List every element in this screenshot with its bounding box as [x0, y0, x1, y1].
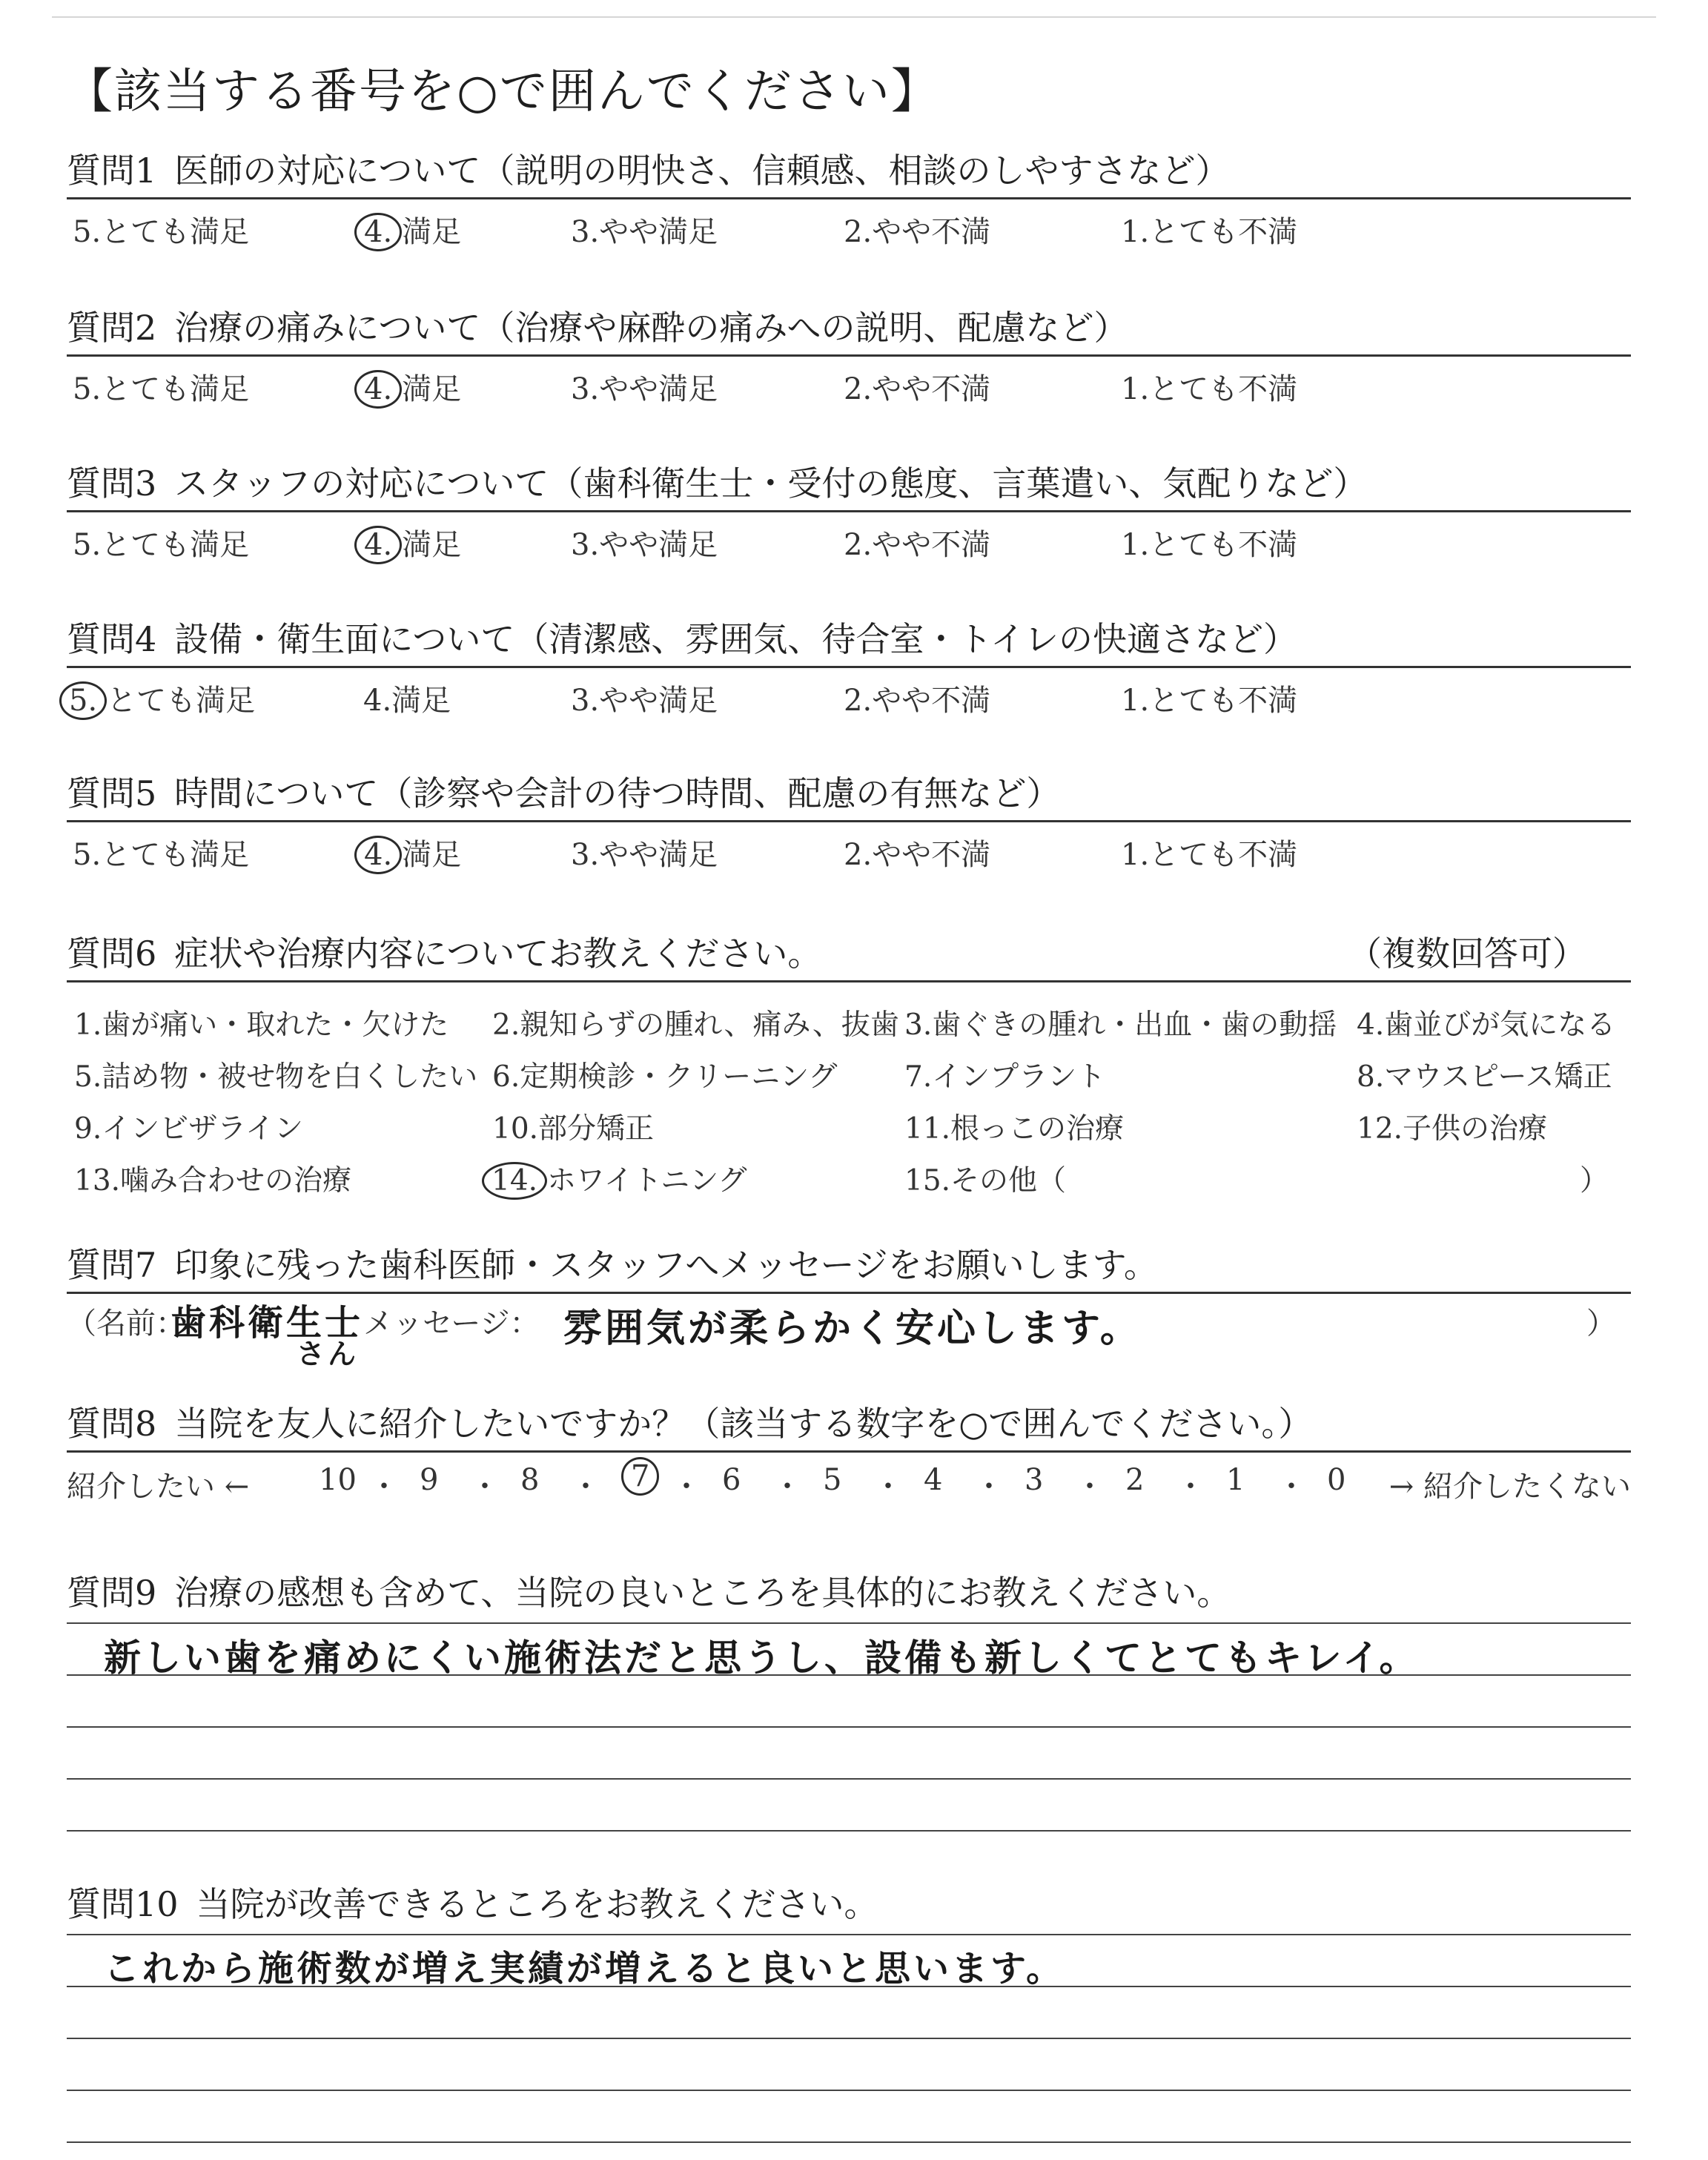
scale-value[interactable]: 3 — [1025, 1463, 1044, 1497]
question-3 — [67, 461, 1631, 566]
selection-circle: 4. — [354, 213, 402, 251]
question-1 — [67, 148, 1631, 253]
option-4-selected[interactable]: 4. 満足 — [363, 366, 461, 409]
scale-right-label: → 紹介したくない — [1388, 1470, 1631, 1504]
scale-value[interactable]: 5 — [823, 1463, 842, 1497]
option-1[interactable]: 1.とても不満 — [1121, 215, 1298, 249]
option-9[interactable]: 9.インビザライン — [74, 1112, 304, 1146]
option-4[interactable]: 4.満足 — [363, 684, 451, 718]
question-4 — [67, 617, 1631, 721]
question-number: 質問5 — [67, 773, 157, 813]
scale-separator: ・ — [772, 1470, 802, 1504]
scale-value[interactable]: 0 — [1327, 1463, 1346, 1497]
option-1[interactable]: 1.とても不満 — [1121, 528, 1298, 562]
question-text: スタッフの対応について（歯科衛生士・受付の態度、言葉遣い、気配りなど） — [174, 463, 1368, 503]
message-value[interactable]: 雰囲気が柔らかく安心します。 — [563, 1307, 1142, 1351]
question-number: 質問6 — [67, 934, 157, 974]
question-number: 質問3 — [67, 463, 157, 503]
option-1[interactable]: 1.とても不満 — [1121, 372, 1298, 406]
message-row — [67, 1294, 1631, 1370]
option-3[interactable]: 3.やや満足 — [571, 684, 718, 718]
option-4-selected[interactable]: 4. 満足 — [363, 521, 461, 564]
recommend-scale — [67, 1453, 1631, 1505]
option-1[interactable]: 1.歯が痛い・取れた・欠けた — [74, 1008, 449, 1042]
option-1[interactable]: 1.とても不満 — [1121, 684, 1298, 718]
option-2[interactable]: 2.やや不満 — [844, 215, 991, 249]
option-3[interactable]: 3.やや満足 — [571, 372, 718, 406]
question-text: 症状や治療内容についてお教えください。 — [174, 934, 822, 974]
scale-separator: ・ — [571, 1470, 600, 1504]
option-2[interactable]: 2.親知らずの腫れ、痛み、抜歯 — [492, 1008, 899, 1042]
option-5[interactable]: 5.とても満足 — [73, 372, 250, 406]
selection-circle: 5. — [59, 681, 107, 720]
answer-line — [67, 2090, 1631, 2091]
answer-line — [67, 1778, 1631, 1780]
question-10 — [67, 1882, 1631, 1931]
multiple-answers-note: （複数回答可） — [1348, 934, 1586, 974]
option-15[interactable]: 15.その他（ — [904, 1164, 1067, 1198]
rating-options — [67, 357, 1631, 410]
scale-separator: ・ — [1176, 1470, 1205, 1504]
option-2[interactable]: 2.やや不満 — [844, 372, 991, 406]
answer-line — [67, 1934, 1631, 1935]
option-5[interactable]: 5.とても満足 — [73, 838, 250, 872]
selection-circle: 4. — [354, 370, 402, 409]
option-4[interactable]: 4.歯並びが気になる — [1357, 1008, 1616, 1042]
option-11[interactable]: 11.根っこの治療 — [904, 1112, 1125, 1146]
scale-separator: ・ — [873, 1470, 903, 1504]
option-14-selected[interactable]: 14. ホワイトニング — [482, 1157, 747, 1200]
option-2[interactable]: 2.やや不満 — [844, 528, 991, 562]
question-text: 設備・衛生面について（清潔感、雰囲気、待合室・トイレの快適さなど） — [174, 619, 1298, 659]
name-value[interactable]: 歯科衛生士 — [171, 1302, 364, 1344]
option-5[interactable]: 5.詰め物・被せ物を白くしたい — [74, 1060, 478, 1094]
rating-options — [67, 199, 1631, 253]
option-4-selected[interactable]: 4. 満足 — [363, 208, 461, 251]
option-3[interactable]: 3.歯ぐきの腫れ・出血・歯の動揺 — [904, 1008, 1337, 1042]
question-text: 時間について（診察や会計の待つ時間、配慮の有無など） — [174, 773, 1061, 813]
option-6[interactable]: 6.定期検診・クリーニング — [492, 1060, 838, 1094]
question-5 — [67, 771, 1631, 876]
question-text: 医師の対応について（説明の明快さ、信頼感、相談のしやすさなど） — [174, 151, 1230, 191]
top-divider — [52, 16, 1656, 18]
option-5[interactable]: 5.とても満足 — [73, 215, 250, 249]
scale-value[interactable]: 9 — [420, 1463, 439, 1497]
scale-separator: ・ — [470, 1470, 500, 1504]
option-4-selected[interactable]: 4. 満足 — [363, 831, 461, 874]
option-7[interactable]: 7.インプラント — [904, 1060, 1106, 1094]
option-8[interactable]: 8.マウスピース矯正 — [1357, 1060, 1612, 1094]
option-1[interactable]: 1.とても不満 — [1121, 838, 1298, 872]
option-5[interactable]: 5.とても満足 — [73, 528, 250, 562]
name-label: （名前： — [67, 1307, 185, 1341]
question-7 — [67, 1243, 1631, 1370]
name-suffix: さん — [297, 1338, 360, 1370]
scale-value-selected[interactable]: 7 — [621, 1457, 659, 1496]
scale-value[interactable]: 4 — [924, 1463, 943, 1497]
answer-line — [67, 2141, 1631, 2143]
question-number: 質問7 — [67, 1245, 157, 1285]
question-text: 治療の感想も含めて、当院の良いところを具体的にお教えください。 — [174, 1573, 1231, 1613]
option-12[interactable]: 12.子供の治療 — [1357, 1112, 1548, 1146]
page-header: 【該当する番号を○で囲んでください】 — [65, 65, 940, 119]
scale-left-label: 紹介したい ← — [67, 1470, 250, 1504]
option-2[interactable]: 2.やや不満 — [844, 684, 991, 718]
rating-options — [67, 822, 1631, 876]
question-number: 質問1 — [67, 151, 157, 191]
question-8 — [67, 1401, 1631, 1505]
message-label: メッセージ： — [363, 1307, 540, 1341]
question-9 — [67, 1571, 1631, 1619]
scale-separator: ・ — [369, 1470, 399, 1504]
answer-line — [67, 1830, 1631, 1832]
rating-options — [67, 512, 1631, 566]
question-number: 質問8 — [67, 1404, 157, 1444]
scale-separator: ・ — [672, 1470, 701, 1504]
question-text: 印象に残った歯科医師・スタッフへメッセージをお願いします。 — [174, 1245, 1158, 1285]
answer-line — [67, 1674, 1631, 1676]
option-2[interactable]: 2.やや不満 — [844, 838, 991, 872]
answer-line — [67, 1622, 1631, 1624]
option-3[interactable]: 3.やや満足 — [571, 528, 718, 562]
q10-answer[interactable]: これから施術数が増え実績が増えると良いと思います。 — [104, 1948, 1065, 1989]
scale-value[interactable]: 2 — [1125, 1463, 1145, 1497]
treatment-options — [67, 982, 1631, 1205]
answer-line — [67, 2038, 1631, 2039]
rating-options — [67, 668, 1631, 721]
answer-line — [67, 1726, 1631, 1728]
scale-separator: ・ — [1277, 1470, 1306, 1504]
scale-value[interactable]: 10 — [319, 1463, 357, 1497]
option-3[interactable]: 3.やや満足 — [571, 838, 718, 872]
question-text: 当院を友人に紹介したいですか？（該当する数字を○で囲んでください。） — [174, 1404, 1313, 1444]
scale-separator: ・ — [974, 1470, 1004, 1504]
question-6 — [67, 931, 1631, 1205]
scale-separator: ・ — [1075, 1470, 1105, 1504]
scale-value[interactable]: 6 — [722, 1463, 741, 1497]
question-text: 治療の痛みについて（治療や麻酔の痛みへの説明、配慮など） — [174, 308, 1128, 348]
question-text: 当院が改善できるところをお教えください。 — [196, 1884, 878, 1924]
selection-circle: 4. — [354, 836, 402, 874]
question-number: 質問2 — [67, 308, 157, 348]
scale-value[interactable]: 8 — [520, 1463, 540, 1497]
option-5-selected[interactable]: 5. とても満足 — [59, 677, 255, 720]
selection-circle: 4. — [354, 526, 402, 564]
question-number: 質問4 — [67, 619, 157, 659]
selection-circle: 14. — [482, 1162, 547, 1200]
answer-line — [67, 1986, 1631, 1987]
option-3[interactable]: 3.やや満足 — [571, 215, 718, 249]
close-paren: ） — [1586, 1307, 1616, 1341]
option-13[interactable]: 13.噛み合わせの治療 — [74, 1164, 352, 1198]
q9-answer[interactable]: 新しい歯を痛めにくい施術法だと思うし、設備も新しくてとてもキレイ。 — [104, 1636, 1420, 1680]
question-number: 質問9 — [67, 1573, 157, 1613]
option-10[interactable]: 10.部分矯正 — [492, 1112, 655, 1146]
option-15-close: ） — [1579, 1164, 1609, 1198]
scale-value[interactable]: 1 — [1226, 1463, 1245, 1497]
question-2 — [67, 305, 1631, 410]
question-number: 質問10 — [67, 1884, 179, 1924]
